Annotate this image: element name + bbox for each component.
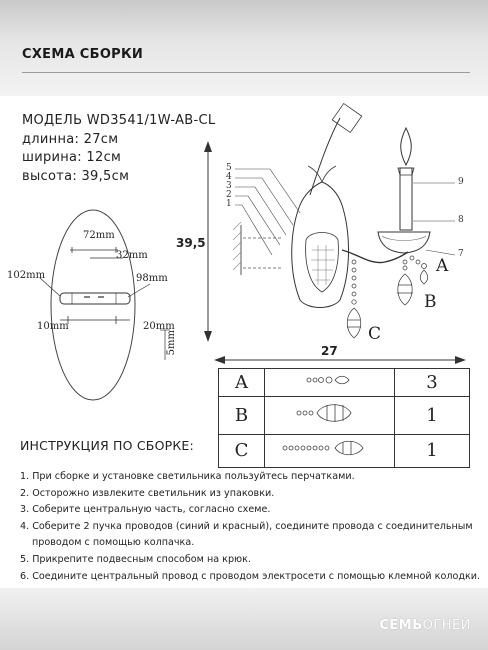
- figure-label-c: C: [368, 324, 382, 344]
- table-row: [219, 369, 470, 397]
- callout-4: 4: [226, 172, 232, 182]
- instruction-step: 2. Осторожно извлеките светильник из упаковки.: [20, 487, 275, 499]
- width-line: ширина: 12см: [22, 150, 122, 165]
- dim-20mm: 20mm: [143, 321, 175, 332]
- callout-9: 9: [458, 177, 464, 187]
- page-title: СХЕМА СБОРКИ: [22, 47, 144, 62]
- large-crystal-drop-icon: [289, 400, 369, 426]
- brand-bold: СЕМЬ: [379, 618, 423, 633]
- dim-10mm: 10mm: [37, 321, 69, 332]
- part-qty: 1: [395, 434, 470, 467]
- instruction-step: 6. Соедините центральный провод с проводом электросети с помощью клемной колодки.: [20, 570, 481, 582]
- callout-1: 1: [226, 199, 232, 209]
- small-crystal-chain-icon: [299, 371, 359, 389]
- part-qty: 1: [395, 397, 470, 435]
- height-line: высота: 39,5см: [22, 168, 130, 184]
- callout-2: 2: [226, 190, 232, 200]
- instruction-step-continued: проводом с помощью колпачка.: [32, 537, 195, 549]
- instructions-list: [20, 469, 480, 585]
- table-row: [219, 434, 470, 467]
- part-label: A: [219, 369, 265, 397]
- figure-label-a: A: [436, 256, 449, 276]
- instruction-step: 3. Соберите центральную часть, согласно схеме.: [20, 504, 271, 516]
- parts-table: [218, 368, 470, 468]
- instruction-step: 1. При сборке и установке светильника пользуйтесь перчатками.: [20, 471, 355, 482]
- callout-3: 3: [226, 181, 232, 191]
- table-row: [219, 397, 470, 435]
- instruction-step: 4. Соберите 2 пучка проводов (синий и красный), соедините провода с соединительным: [20, 520, 473, 532]
- part-label: B: [219, 397, 265, 435]
- dim-32mm: 32mm: [116, 250, 148, 261]
- dim-102mm: 102mm: [7, 270, 46, 281]
- callout-7: 7: [458, 249, 464, 259]
- model-line: МОДЕЛЬ WD3541/1W-AB-CL: [22, 113, 216, 128]
- instruction-step: 5. Прикрепите подвесным способом на крюк.: [20, 553, 251, 565]
- footer-band: [0, 588, 488, 650]
- callout-5: 5: [226, 163, 232, 173]
- dim-72mm: 72mm: [83, 230, 115, 241]
- figure-label-b: B: [424, 292, 437, 312]
- dim-5mm: 5mm: [166, 330, 177, 356]
- length-line: длинна: 27см: [22, 131, 119, 147]
- long-crystal-chain-icon: [279, 437, 379, 459]
- width-dimension-label: 27: [321, 344, 338, 358]
- height-dimension-label: 39,5: [176, 236, 206, 250]
- part-label: C: [219, 434, 265, 467]
- brand-rest: ОГНЕЙ: [422, 618, 471, 633]
- part-qty: 3: [395, 369, 470, 397]
- callout-8: 8: [458, 215, 464, 225]
- brand-logo: [379, 618, 471, 633]
- dim-98mm: 98mm: [136, 273, 168, 284]
- instructions-title: ИНСТРУКЦИЯ ПО СБОРКЕ:: [20, 438, 194, 453]
